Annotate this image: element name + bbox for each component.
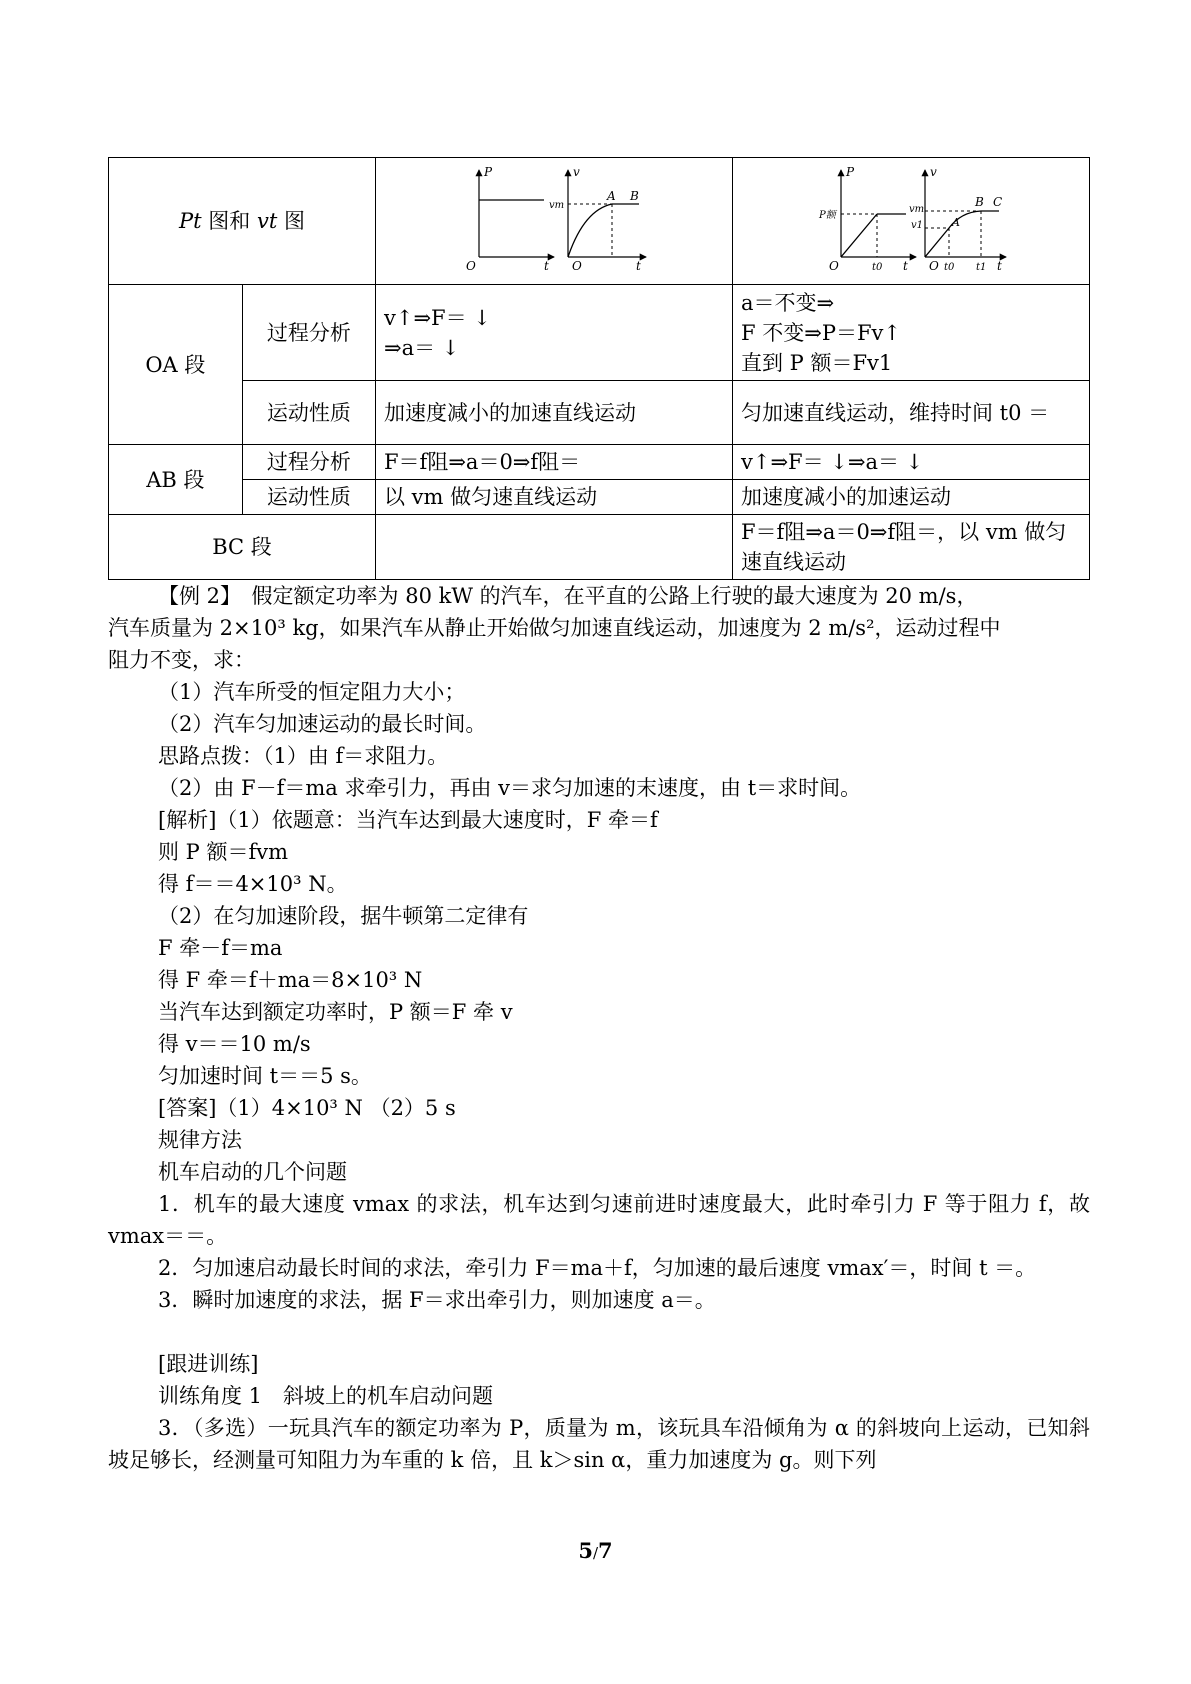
answer-line: [答案]（1）4×10³ N （2）5 s	[158, 1096, 456, 1120]
method-title: 规律方法	[158, 1128, 242, 1152]
method-point-2: 2．匀加速启动最长时间的求法，牵引力 F＝ma＋f，匀加速的最后速度 vmax′＝，时间 t ＝。	[158, 1256, 1037, 1280]
solution-line-9: 匀加速时间 t＝＝5 s。	[158, 1064, 372, 1088]
bc-c2: F＝f阻⇒a＝0⇒f阻＝，以 vm 做匀速直线运动	[732, 515, 1089, 580]
constant-power-graphs	[384, 162, 724, 272]
startup-comparison-table	[108, 157, 1090, 580]
example-2-line-3: 阻力不变，求：	[108, 648, 255, 672]
oa-process-c2-line1: a＝不变⇒	[740, 290, 835, 315]
pt-origin-label: O	[465, 259, 476, 272]
method-subtitle: 机车启动的几个问题	[158, 1160, 347, 1184]
vt-t-label: t	[635, 259, 641, 272]
ab-process-c1: F＝f阻⇒a＝0⇒f阻＝	[375, 445, 732, 480]
hint-1: 思路点拨：（1）由 f＝求阻力。	[158, 744, 449, 768]
question-1: （1）汽车所受的恒定阻力大小；	[158, 680, 466, 704]
pt-p-label: P	[483, 165, 493, 179]
example-2-tag: 【例 2】	[158, 584, 231, 608]
vt2-t-label: t	[996, 259, 1002, 272]
follow-up-heading: [跟进训练]	[158, 1352, 259, 1376]
oa-process-c2	[732, 285, 1089, 381]
vt2-point-a: A	[951, 216, 960, 229]
section-gap	[108, 1316, 1090, 1348]
vt2-curve	[925, 211, 999, 257]
question-2: （2）汽车匀加速运动的最长时间。	[158, 712, 487, 736]
page-current: 5	[578, 1538, 593, 1563]
problem-3: 3．（多选）一玩具汽车的额定功率为 P，质量为 m，该玩具车沿倾角为 α 的斜坡向上运动，已知斜坡足够长，经测量可知阻力为车重的 k 倍，且 k＞sin α，重力加速度为 g。则下列	[108, 1416, 1090, 1472]
ab-nature-c1: 以 vm 做匀速直线运动	[375, 480, 732, 515]
oa-process-c1	[375, 285, 732, 381]
training-angle-1: 训练角度 1 斜坡上的机车启动问题	[158, 1384, 494, 1408]
row-label-oa: OA 段	[109, 285, 243, 445]
example-2-text-1: 假定额定功率为 80 kW 的汽车，在平直的公路上行驶的最大速度为 20 m/s，	[251, 584, 978, 608]
oa-process-c2-line3: 直到 P 额＝Fv1	[740, 350, 893, 375]
pt2-t0-label: t0	[871, 262, 883, 272]
vt-vm-label: vm	[548, 200, 565, 211]
vt2-origin-label: O	[928, 259, 939, 272]
page-separator: /	[592, 1544, 599, 1562]
pt2-prated-label: P额	[818, 210, 836, 221]
ab-nature-c2: 加速度减小的加速运动	[732, 480, 1089, 515]
page-number	[0, 1538, 1191, 1563]
row-label-ab: AB 段	[109, 445, 243, 515]
method-point-3: 3．瞬时加速度的求法，据 F＝求出牵引力，则加速度 a＝。	[158, 1288, 716, 1312]
graph-constant-acceleration	[732, 158, 1089, 285]
oa-process-c2-line2: F 不变⇒P＝Fv↑	[740, 320, 901, 345]
vt-origin-label: O	[571, 259, 582, 272]
vt2-v-label: v	[929, 165, 937, 179]
oa-process-label: 过程分析	[242, 285, 375, 381]
oa-process-c1-line2: ⇒a＝ ↓	[383, 335, 460, 360]
solution-line-5: F 牵－f＝ma	[158, 936, 283, 960]
solution-line-6: 得 F 牵＝f＋ma＝8×10³ N	[158, 968, 423, 992]
ab-process-label: 过程分析	[242, 445, 375, 480]
oa-nature-label: 运动性质	[242, 381, 375, 445]
vt-v-label: v	[572, 165, 580, 179]
pt2-origin-label: O	[828, 259, 839, 272]
hint-2: （2）由 F－f＝ma 求牵引力，再由 v＝求匀加速的末速度，由 t＝求时间。	[158, 776, 862, 800]
page-total: 7	[598, 1538, 613, 1563]
ab-process-c2: v↑⇒F＝ ↓⇒a＝ ↓	[732, 445, 1089, 480]
vt2-v1-label: v1	[910, 220, 923, 231]
method-point-1: 1．机车的最大速度 vmax 的求法，机车达到匀速前进时速度最大，此时牵引力 F 等于阻力 f，故 vmax＝＝。	[108, 1192, 1090, 1248]
solution-line-8: 得 v＝＝10 m/s	[158, 1032, 311, 1056]
pt-t-label: t	[543, 259, 549, 272]
ab-nature-label: 运动性质	[242, 480, 375, 515]
row-label-graphs: Pt 图和 vt 图	[109, 158, 376, 285]
vt-point-a: A	[606, 189, 616, 203]
oa-nature-c1: 加速度减小的加速直线运动	[375, 381, 732, 445]
vt-curve	[568, 204, 639, 257]
bc-c1	[375, 515, 732, 580]
oa-nature-c2: 匀加速直线运动，维持时间 t0 ＝	[732, 381, 1089, 445]
vt-point-b: B	[629, 189, 639, 203]
oa-process-c1-line1: v↑⇒F＝ ↓	[383, 305, 491, 330]
row-label-bc: BC 段	[109, 515, 376, 580]
solution-line-2: 则 P 额＝fvm	[158, 840, 289, 864]
example-2-line-2: 汽车质量为 2×10³ kg，如果汽车从静止开始做匀加速直线运动，加速度为 2 m/s²，运动过程中	[108, 616, 1001, 640]
constant-acceleration-graphs	[741, 162, 1081, 272]
pt2-p-label: P	[845, 165, 855, 179]
solution-line-4: （2）在匀加速阶段，据牛顿第二定律有	[158, 904, 529, 928]
example-2-line-1	[108, 580, 1090, 612]
vt2-t1-label: t1	[975, 262, 987, 272]
vt2-point-b: B	[974, 195, 984, 209]
solution-line-3: 得 f＝＝4×10³ N。	[158, 872, 348, 896]
solution-line-7: 当汽车达到额定功率时，P 额＝F 牵 v	[158, 1000, 513, 1024]
pt2-t-label: t	[902, 259, 908, 272]
pt2-ramp	[841, 214, 877, 257]
vt2-vm-label: vm	[908, 204, 925, 215]
document-body	[108, 580, 1090, 1476]
solution-line-1: [解析]（1）依题意：当汽车达到最大速度时，F 牵＝f	[158, 808, 658, 832]
vt2-t0-label: t0	[943, 262, 955, 272]
vt2-point-c: C	[992, 195, 1003, 209]
graph-constant-power	[375, 158, 732, 285]
